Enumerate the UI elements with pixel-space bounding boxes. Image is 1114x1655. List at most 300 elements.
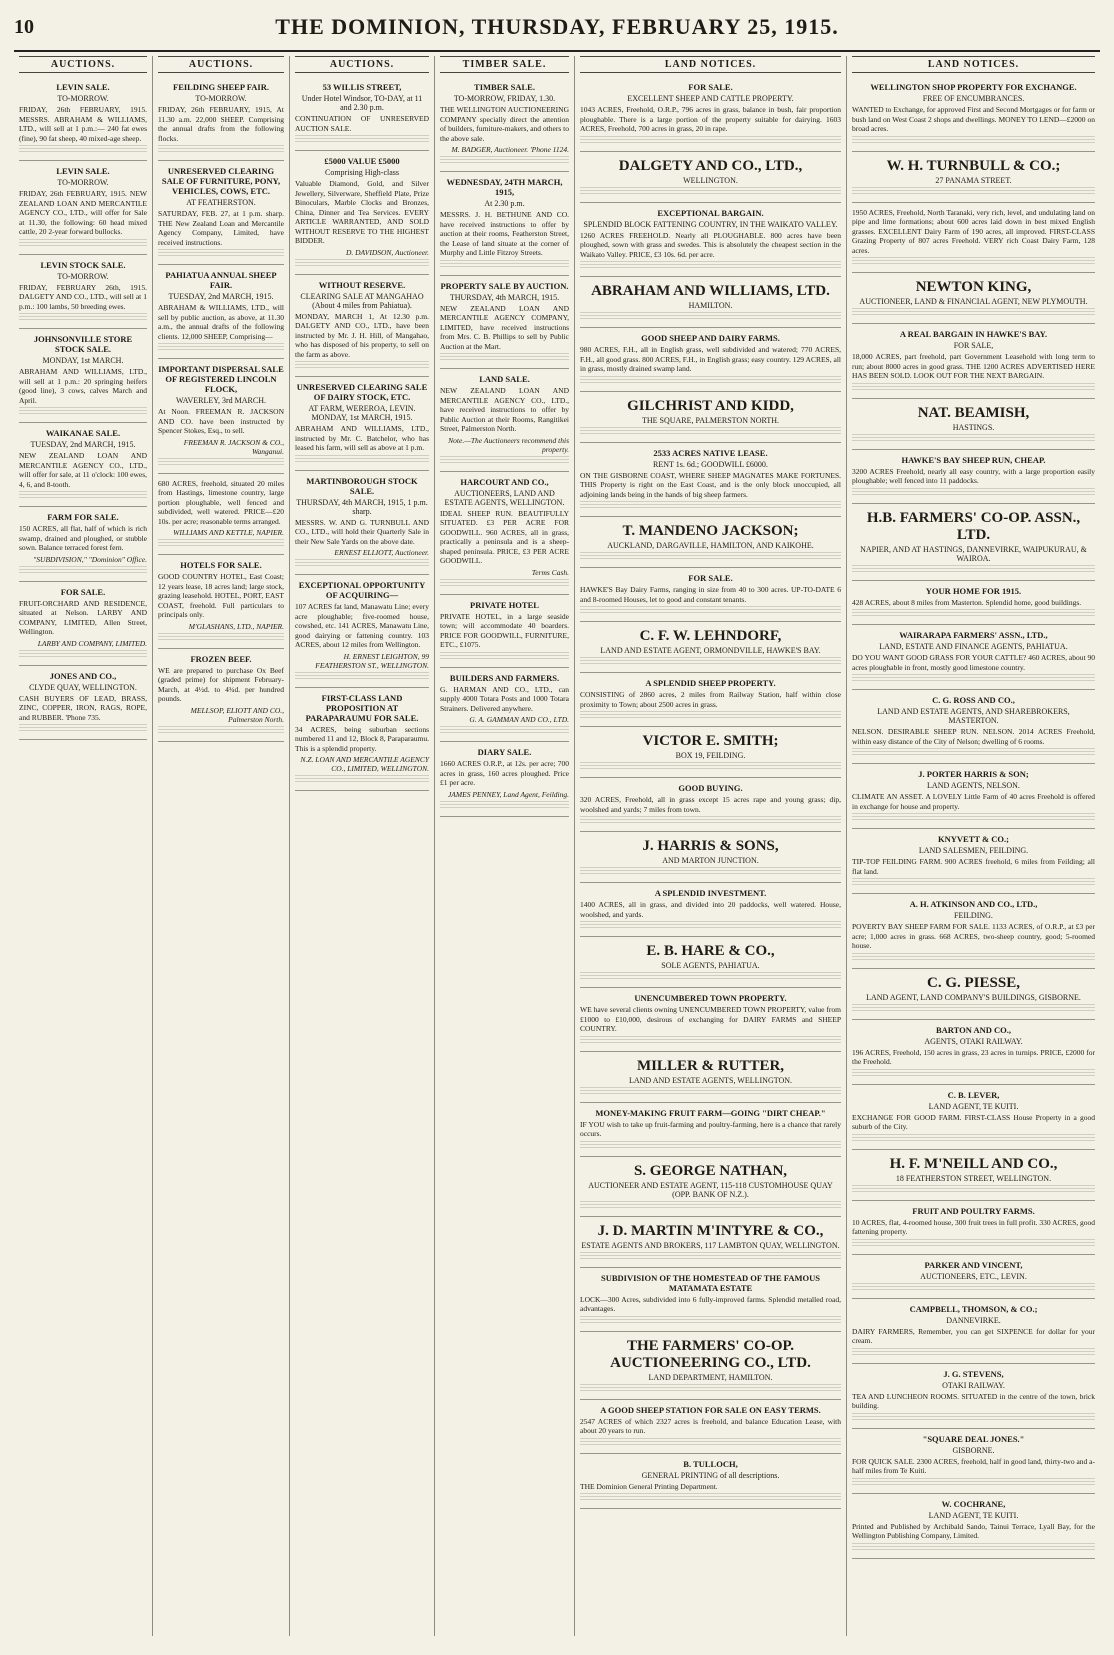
- ad-subtitle: THURSDAY, 4th MARCH, 1915, 1 p.m. sharp.: [296, 497, 428, 516]
- ad-subtitle: FREE OF ENCUMBRANCES.: [922, 94, 1025, 103]
- advertisement: [158, 474, 284, 556]
- small-print-lines: [580, 606, 841, 615]
- advertisement: [580, 203, 841, 278]
- ad-title: CAMPBELL, THOMSON, & CO.;: [909, 1303, 1038, 1314]
- column-3: [290, 56, 435, 1636]
- advertisement: [580, 883, 841, 937]
- ad-signature: LARBY AND COMPANY, LIMITED.: [37, 638, 147, 648]
- ad-title: PAHIATUA ANNUAL SHEEP FAIR.: [165, 270, 277, 290]
- ad-body-text: WE have several clients owning UNENCUMBERED TOWN PROPERTY, value from £1000 to £10,000, desirous of exchanging for DAIRY FARMS and SHEEP COUNTRY.: [580, 1005, 841, 1033]
- ad-body-text: 1260 ACRES FREEHOLD. Nearly all PLOUGHABLE. 800 acres have been ploughed, sown with grass and swedes. This is absolutely the cheapest section in the Waikato Valley. PRICE, £3 10s. 6d. per acre.: [580, 230, 841, 259]
- advertisement: [580, 988, 841, 1052]
- ad-title: A SPLENDID INVESTMENT.: [654, 888, 767, 898]
- advertisement: [295, 275, 429, 378]
- ad-body-text: DAIRY FARMERS, Remember, you can get SIXPENCE for dollar for your cream.: [852, 1326, 1095, 1345]
- advertisement: [440, 472, 569, 595]
- ad-title: C. F. W. LEHNDORF,: [639, 628, 782, 644]
- ad-subtitle: FOR SALE,: [953, 341, 994, 350]
- ad-subtitle: FEILDING.: [954, 911, 993, 920]
- ad-title: C. G. PIESSE,: [927, 974, 1020, 991]
- newspaper-page: [14, 10, 1100, 1640]
- ad-title: 2533 ACRES NATIVE LEASE.: [653, 447, 768, 458]
- advertisement: [440, 77, 569, 172]
- advertisement: [580, 152, 841, 203]
- ad-body-text: 196 ACRES, Freehold, 150 acres in grass, 23 acres in turnips. PRICE, £2000 for the Freehold.: [852, 1047, 1095, 1066]
- ad-body-text: 680 ACRES, freehold, situated 20 miles from Hastings, limestone country, large portion ploughable, well fenced and subdivided, well watered. PRICE—£20 10s. per acre; reasonable terms arranged.: [158, 478, 284, 526]
- ad-body-text: Valuable Diamond, Gold, and Silver Jewellery, Silverware, Sheffield Plate, Prize Binoculars, Marble Clocks and Bronzes, China, Dinner and Tea Services. EVERY ARTICLE WARRANTED, AND SOLD WITHOUT RESERVE TO THE HIGHEST BIDDER.: [295, 179, 429, 245]
- small-print-lines: [580, 972, 841, 981]
- ad-body-text: 1950 ACRES, Freehold, North Taranaki, very rich, level, and undulating land on pipe and lime formations; about 600 acres laid down in best mixed English grasses. EXCELLENT Dairy Farm of 190 acres, all improved. FIRST-CLASS Grazing Property of 807 acres Freehold. VERY rich Coast Dairy Farm, 128 acres.: [852, 207, 1095, 255]
- ad-title: "SQUARE DEAL JONES.": [922, 1433, 1025, 1444]
- advertisement: [852, 829, 1095, 894]
- ad-body-text: 3200 ACRES Freehold, nearly all easy country, with a large proportion easily ploughable; well fenced into 11 paddocks.: [852, 466, 1095, 485]
- ad-signature: ERNEST ELLIOTT, Auctioneer.: [334, 548, 429, 557]
- small-print-lines: [295, 259, 429, 268]
- ad-title: FIRST-CLASS LAND PROPOSITION AT PARAPARAUMU FOR SALE.: [305, 692, 419, 723]
- small-print-lines: [158, 539, 284, 548]
- ad-signature: D. DAVIDSON, Auctioneer.: [345, 247, 429, 257]
- ad-subtitle: SOLE AGENTS, PAHIATUA.: [661, 961, 760, 970]
- small-print-lines: [19, 724, 147, 733]
- ad-title: H.B. FARMERS' CO-OP. ASSN., LTD.: [866, 509, 1081, 543]
- ad-title: SUBDIVISION OF THE HOMESTEAD OF THE FAMOUS MATAMATA ESTATE: [601, 1272, 820, 1293]
- small-print-lines: [580, 261, 841, 270]
- small-print-lines: [19, 650, 147, 659]
- ad-signature: JAMES PENNEY, Land Agent, Feilding.: [447, 789, 569, 799]
- ad-body-text: NEW ZEALAND LOAN AND MERCANTILE AGENCY CO., LTD., will offer for sale, at 11 o'clock: 100 ewes, 4, 6, and 8-tooth.: [19, 451, 147, 489]
- ad-subtitle: LAND AND ESTATE AGENTS, AND SHAREBROKERS, MASTERTON.: [877, 707, 1070, 725]
- ad-body-text: FRIDAY, 26th FEBRUARY, 1915, At 11.30 a.m. 22,000 SHEEP. Comprising the annual drafts from the following flocks.: [158, 105, 284, 143]
- small-print-lines: [295, 672, 429, 681]
- ad-subtitle: BOX 19, FEILDING.: [675, 751, 746, 760]
- small-print-lines: [580, 1384, 841, 1393]
- small-print-lines: [852, 1283, 1095, 1292]
- column-heading: AUCTIONS.: [295, 56, 429, 73]
- ad-body-text: 320 ACRES, Freehold, all in grass except 15 acres rape and young grass; dip, woolshed and yards; 7 miles from town.: [580, 795, 841, 814]
- ad-body-text: 2547 ACRES of which 2327 acres is freehold, and balance Education Lease, with about 20 years to run.: [580, 1416, 841, 1435]
- ad-title: A REAL BARGAIN IN HAWKE'S BAY.: [899, 329, 1048, 339]
- ad-title: S. GEORGE NATHAN,: [633, 1162, 788, 1179]
- ad-subtitle: CLEARING SALE AT MANGAHAO (About 4 miles from Pahiatua).: [300, 291, 424, 310]
- small-print-lines: [158, 343, 284, 352]
- advertisement: [440, 742, 569, 817]
- column-4: [435, 56, 575, 1636]
- ad-title: DALGETY AND CO., LTD.,: [618, 157, 803, 174]
- small-print-lines: [580, 1087, 841, 1096]
- small-print-lines: [852, 609, 1095, 618]
- ad-subtitle: TO-MORROW, FRIDAY, 1.30.: [453, 94, 556, 103]
- small-print-lines: [852, 136, 1095, 145]
- advertisement: [852, 1201, 1095, 1255]
- small-print-lines: [295, 775, 429, 784]
- small-print-lines: [19, 239, 147, 248]
- advertisement: [580, 1454, 841, 1510]
- small-print-lines: [852, 1185, 1095, 1194]
- ad-body-text: 428 ACRES, about 8 miles from Masterton. Splendid home, good buildings.: [852, 597, 1082, 607]
- small-print-lines: [852, 257, 1095, 266]
- ad-body-text: SATURDAY, FEB. 27, at 1 p.m. sharp. THE New Zealand Loan and Mercantile Agency Company, Limited, have received instructions.: [158, 209, 284, 247]
- ad-title: PRIVATE HOTEL: [470, 599, 539, 610]
- ad-title: PROPERTY SALE BY AUCTION.: [440, 280, 569, 291]
- ad-title: EXCEPTIONAL BARGAIN.: [657, 207, 764, 218]
- ad-title: WEDNESDAY, 24TH MARCH, 1915,: [446, 177, 563, 197]
- small-print-lines: [19, 491, 147, 500]
- ad-body-text: ABRAHAM AND WILLIAMS, LTD., will sell at 1 p.m.: 20 springing heifers (good line), 3 cows, calves March and April.: [19, 367, 147, 405]
- small-print-lines: [580, 921, 841, 930]
- small-print-lines: [19, 313, 147, 322]
- ad-body-text: MESSRS. J. H. BETHUNE AND CO. have received instructions to offer by auction at their rooms, Featherston Street, the Lease of land situate at the corner of Murphy and Little Fitzroy Streets.: [440, 210, 569, 257]
- small-print-lines: [440, 156, 569, 165]
- advertisement: [158, 555, 284, 649]
- ad-body-text: FRIDAY, 26th FEBRUARY, 1915. MESSRS. ABRAHAM & WILLIAMS, LTD., will sell at 1 p.m.:— 240 fat ewes (fine), 90 fat sheep, 40 mixed-age sheep.: [19, 105, 147, 143]
- small-print-lines: [158, 726, 284, 735]
- ad-subtitle: TO-MORROW.: [57, 94, 109, 103]
- ad-title: FEILDING SHEEP FAIR.: [173, 82, 269, 92]
- advertisement: [440, 276, 569, 370]
- small-print-lines: [580, 711, 841, 720]
- advertisement: [295, 151, 429, 275]
- ad-title: FRUIT AND POULTRY FARMS.: [912, 1205, 1035, 1216]
- small-print-lines: [580, 1252, 841, 1261]
- ad-title: ABRAHAM AND WILLIAMS, LTD.: [591, 283, 830, 299]
- ad-title: T. MANDENO JACKSON;: [622, 523, 799, 539]
- small-print-lines: [852, 748, 1095, 757]
- advertisement: [852, 764, 1095, 829]
- small-print-lines: [852, 1478, 1095, 1487]
- ad-subtitle: LAND AGENTS, NELSON.: [927, 781, 1020, 790]
- small-print-lines: [852, 1543, 1095, 1552]
- ad-body-text: ON THE GISBORNE COAST, WHERE SHEEP MAGNATES MAKE FORTUNES. THIS Property is right on the East Coast, and is the only block unoccupied, all adjoining lands being in the hands of big sheep farmers.: [580, 470, 841, 499]
- advertisement: [580, 443, 841, 518]
- small-print-lines: [852, 1413, 1095, 1422]
- advertisement: [852, 969, 1095, 1020]
- ad-subtitle: 27 PANAMA STREET.: [935, 175, 1012, 185]
- ad-title: LAND SALE.: [479, 374, 530, 384]
- advertisement: [852, 690, 1095, 764]
- ad-body-text: CONSISTING of 2860 acres, 2 miles from Railway Station, half within close proximity to Town; about 2500 acres in grass.: [580, 690, 841, 709]
- ad-subtitle: MONDAY, 1st MARCH.: [42, 356, 124, 365]
- ad-subtitle: TO-MORROW.: [195, 94, 247, 103]
- advertisement: [580, 517, 841, 568]
- advertisement: [19, 423, 147, 507]
- ad-body-text: 1400 ACRES, all in grass, and divided into 20 paddocks, well watered. House, woolshed, and yards.: [580, 900, 841, 919]
- ad-body-text: 150 ACRES, all flat, half of which is rich swamp, drained and ploughed, or stubble sown. Balance terraced forest fern.: [19, 524, 147, 552]
- ad-body-text: G. HARMAN AND CO., LTD., can supply 4000 Totara Posts and 1000 Totara Strainers. Delivered anywhere.: [440, 684, 569, 713]
- small-print-lines: [852, 565, 1095, 574]
- advertisement: [852, 1429, 1095, 1494]
- small-print-lines: [852, 308, 1095, 317]
- ad-subtitle: At 2.30 p.m.: [484, 199, 525, 208]
- advertisement: [580, 673, 841, 727]
- advertisement: [852, 273, 1095, 324]
- advertisement: [19, 666, 147, 741]
- advertisement: [852, 1494, 1095, 1559]
- ad-body-text: 10 ACRES, flat, 4-roomed house, 300 fruit trees in full profit. 330 ACRES, good fattening property.: [852, 1217, 1095, 1236]
- small-print-lines: [158, 249, 284, 258]
- small-print-lines: [580, 187, 841, 196]
- small-print-lines: [158, 458, 284, 467]
- ad-body-text: LOCK—300 Acres, subdivided into 6 fully-improved farms. Splendid metalled road, advantages.: [580, 1294, 841, 1313]
- advertisement: [580, 1157, 841, 1217]
- ad-title: JOHNSONVILLE STORE STOCK SALE.: [33, 334, 133, 354]
- small-print-lines: [580, 1316, 841, 1325]
- advertisement: [580, 1103, 841, 1157]
- ad-title: UNRESERVED CLEARING SALE OF FURNITURE, PONY, VEHICLES, COWS, ETC.: [161, 166, 281, 196]
- column-2: [153, 56, 290, 1636]
- advertisement: [580, 1400, 841, 1454]
- ad-title: JONES AND CO.,: [49, 670, 117, 681]
- ad-title: UNRESERVED CLEARING SALE OF DAIRY STOCK, ETC.: [296, 382, 428, 402]
- ad-body-text: 980 ACRES, F.H., all in English grass, well subdivided and watered; 770 ACRES, F.H., all good grass. 800 ACRES, F.H., in English grass; easy country. 129 ACRES, all in grass, mostly drained swamp land.: [580, 345, 841, 373]
- ad-title: A GOOD SHEEP STATION FOR SALE ON EASY TERMS.: [600, 1404, 821, 1415]
- ad-title: C. B. LEVER,: [947, 1089, 1000, 1100]
- advertisement: [852, 1150, 1095, 1201]
- small-print-lines: [19, 566, 147, 575]
- advertisement: [295, 575, 429, 688]
- small-print-lines: [295, 455, 429, 464]
- small-print-lines: [440, 726, 569, 735]
- ad-body-text: GOOD COUNTRY HOTEL, East Coast; 12 years lease, 18 acres land; large stock, grazing leasehold. HOTEL, PORT, EAST COAST, freehold. Full particulars to principals only.: [158, 572, 284, 619]
- advertisement: [440, 595, 569, 668]
- ad-title: FARM FOR SALE.: [47, 512, 119, 522]
- ad-title: UNENCUMBERED TOWN PROPERTY.: [634, 993, 787, 1003]
- ad-title: A SPLENDID SHEEP PROPERTY.: [645, 678, 776, 688]
- small-print-lines: [440, 652, 569, 661]
- ad-subtitle: HASTINGS.: [952, 422, 995, 432]
- advertisement: [158, 77, 284, 161]
- ad-subtitle: WAVERLEY, 3rd MARCH.: [176, 396, 266, 405]
- ad-body-text: FRUIT-ORCHARD AND RESIDENCE, situated at Nelson. LARBY AND COMPANY, LIMITED, Allen Street, Wellington.: [19, 598, 147, 636]
- ad-subtitle: TO-MORROW.: [57, 271, 109, 281]
- small-print-lines: [580, 136, 841, 145]
- ad-body-text: FOR QUICK SALE. 2300 ACRES, freehold, half in good land, thirty-two and a-half miles from Te Kuiti.: [852, 1456, 1095, 1475]
- small-print-lines: [852, 1069, 1095, 1078]
- ad-title: FOR SALE.: [688, 82, 733, 92]
- ad-title: J. D. MARTIN M'INTYRE & CO.,: [597, 1222, 824, 1239]
- ad-body-text: At Noon. FREEMAN R. JACKSON AND CO. have been instructed by Spencer Stokes, Esq., to sell.: [158, 407, 284, 435]
- small-print-lines: [580, 1036, 841, 1045]
- advertisement: [19, 582, 147, 666]
- ad-title: BUILDERS AND FARMERS.: [449, 672, 560, 683]
- ad-subtitle: NAPIER, AND AT HASTINGS, DANNEVIRKE, WAIPUKURAU, & WAIROA.: [860, 544, 1087, 563]
- ad-subtitle: SPLENDID BLOCK FATTENING COUNTRY, IN THE WAIKATO VALLEY.: [583, 219, 838, 229]
- ad-title: A. H. ATKINSON AND CO., LTD.,: [909, 899, 1038, 909]
- ad-body-text: CONTINUATION OF UNRESERVED AUCTION SALE.: [295, 114, 429, 133]
- small-print-lines: [580, 657, 841, 666]
- small-print-lines: [852, 383, 1095, 392]
- small-print-lines: [440, 579, 569, 588]
- ad-subtitle: TUESDAY, 2nd MARCH, 1915.: [168, 292, 274, 301]
- ad-title: J. HARRIS & SONS,: [642, 838, 779, 854]
- small-print-lines: [580, 427, 841, 436]
- ad-title: BARTON AND CO.,: [935, 1024, 1012, 1035]
- ad-body-text: MESSRS. W. AND G. TURNBULL AND CO., LTD., will hold their Quarterly Sale in their New Sale Yards on the above date.: [295, 517, 429, 546]
- ad-subtitle: RENT 1s. 6d.; GOODWILL £6000.: [653, 459, 768, 469]
- column-6: [847, 56, 1100, 1636]
- advertisement: [440, 172, 569, 276]
- ad-signature: Note.—The Auctioneers recommend this property.: [448, 435, 569, 454]
- ad-subtitle: WELLINGTON.: [683, 175, 738, 185]
- advertisement: [852, 894, 1095, 969]
- newspaper-title: THE DOMINION, THURSDAY, FEBRUARY 25, 1915.: [275, 14, 839, 39]
- advertisement: [580, 1332, 841, 1400]
- small-print-lines: [440, 456, 569, 465]
- ad-subtitle: HAMILTON.: [688, 301, 733, 310]
- small-print-lines: [580, 312, 841, 321]
- advertisement: [295, 688, 429, 792]
- ad-subtitle: AT FEATHERSTON.: [186, 198, 256, 207]
- small-print-lines: [580, 376, 841, 385]
- ad-signature: N.Z. LOAN AND MERCANTILE AGENCY CO., LIMITED, WELLINGTON.: [300, 755, 429, 773]
- ad-subtitle: DANNEVIRKE.: [946, 1315, 1001, 1325]
- ad-subtitle: LAND, ESTATE AND FINANCE AGENTS, PAHIATUA.: [879, 642, 1068, 651]
- page-number: 10: [14, 16, 34, 38]
- small-print-lines: [580, 552, 841, 561]
- ad-subtitle: LAND AGENT, TE KUITI.: [928, 1510, 1019, 1520]
- masthead: [14, 10, 1100, 52]
- small-print-lines: [158, 145, 284, 154]
- ad-title: PARKER AND VINCENT,: [924, 1259, 1023, 1270]
- ad-body-text: THE WELLINGTON AUCTIONEERING COMPANY specially direct the attention of builders, furniture-makers, and others to the above sale.: [440, 105, 569, 143]
- ad-signature: M'GLASHANS, LTD., NAPIER.: [188, 621, 284, 631]
- small-print-lines: [852, 1239, 1095, 1248]
- ad-title: J. PORTER HARRIS & SON;: [918, 769, 1029, 779]
- advertisement: [852, 77, 1095, 152]
- ad-title: WAIKANAE SALE.: [45, 428, 121, 438]
- ad-subtitle: GENERAL PRINTING of all descriptions.: [641, 1470, 780, 1480]
- ad-subtitle: AUCKLAND, DARGAVILLE, HAMILTON, AND KAIKOHE.: [607, 541, 814, 550]
- column-1: [14, 56, 153, 1636]
- ad-subtitle: LAND DEPARTMENT, HAMILTON.: [648, 1372, 773, 1382]
- advertisement: [852, 1085, 1095, 1150]
- advertisement: [580, 727, 841, 778]
- ad-subtitle: THURSDAY, 4th MARCH, 1915.: [449, 292, 560, 302]
- ad-title: FOR SALE.: [688, 573, 733, 583]
- advertisement: [158, 265, 284, 359]
- advertisement: [19, 255, 147, 330]
- ad-subtitle: TUESDAY, 2nd MARCH, 1915.: [30, 440, 136, 449]
- advertisement: [19, 329, 147, 423]
- column-heading: LAND NOTICES.: [852, 56, 1095, 73]
- ad-signature: G. A. GAMMAN AND CO., LTD.: [469, 715, 569, 724]
- ad-subtitle: GISBORNE.: [952, 1445, 995, 1455]
- ad-subtitle: LAND AGENT, LAND COMPANY'S BUILDINGS, GISBORNE.: [866, 992, 1081, 1002]
- ad-title: VICTOR E. SMITH;: [642, 733, 779, 749]
- small-print-lines: [580, 1201, 841, 1210]
- ad-title: W. COCHRANE,: [941, 1498, 1006, 1509]
- advertisement: [580, 1268, 841, 1332]
- ad-body-text: 1660 ACRES O.R.P., at 12s. per acre; 700 acres in grass, 160 acres ploughed. Price £1 per acre.: [440, 759, 569, 787]
- ad-subtitle: OTAKI RAILWAY.: [942, 1380, 1005, 1390]
- small-print-lines: [580, 762, 841, 771]
- small-print-lines: [440, 353, 569, 362]
- ad-body-text: DO YOU WANT GOOD GRASS FOR YOUR CATTLE? 460 ACRES, about 90 acres ploughable in front, mostly good limestone country.: [852, 653, 1095, 672]
- ad-title: MARTINBOROUGH STOCK SALE.: [306, 475, 418, 496]
- ad-body-text: PRIVATE HOTEL, in a large seaside town; will accommodate 40 boarders. PRICE FOR GOODWILL, FURNITURE, ETC., £1075.: [440, 611, 569, 649]
- ad-title: GOOD SHEEP AND DAIRY FARMS.: [641, 333, 780, 343]
- small-print-lines: [852, 1004, 1095, 1013]
- ad-body-text: EXCHANGE FOR GOOD FARM. FIRST-CLASS House Property in a good suburb of the City.: [852, 1112, 1095, 1131]
- ad-subtitle: LAND AND ESTATE AGENT, ORMONDVILLE, HAWKE'S BAY.: [600, 646, 821, 655]
- small-print-lines: [295, 361, 429, 370]
- ad-body-text: TIP-TOP FEILDING FARM. 900 ACRES freehold, 6 miles from Feilding; all flat land.: [852, 857, 1095, 876]
- ad-title: HARCOURT AND CO.,: [460, 476, 549, 487]
- ad-body-text: CASH BUYERS OF LEAD, BRASS, ZINC, COPPER, IRON, RAGS, ROPE, and RUBBER. 'Phone 735.: [19, 693, 147, 722]
- advertisement: [295, 377, 429, 471]
- advertisement: [440, 668, 569, 743]
- advertisement: [158, 359, 284, 474]
- ad-signature: MELLSOP, ELIOTT AND CO., Palmerston North.: [190, 705, 284, 724]
- advertisement: [852, 625, 1095, 690]
- ad-title: LEVIN STOCK SALE.: [40, 259, 126, 270]
- small-print-lines: [852, 488, 1095, 497]
- ad-subtitle: LAND AND ESTATE AGENTS, WELLINGTON.: [628, 1075, 793, 1085]
- advertisement: [852, 152, 1095, 203]
- ad-signature: H. ERNEST LEIGHTON, 99 FEATHERSTON ST., WELLINGTON.: [315, 651, 429, 670]
- ad-signature: Terms Cash.: [531, 567, 569, 577]
- advertisement: [158, 161, 284, 265]
- advertisement: [580, 392, 841, 443]
- column-heading: AUCTIONS.: [158, 56, 284, 73]
- ad-title: NEWTON KING,: [915, 279, 1032, 295]
- ad-title: LEVIN SALE.: [56, 166, 110, 176]
- ad-body-text: HAWKE'S Bay Dairy Farms, ranging in size from 40 to 300 acres. UP-TO-DATE 6 and 8-roomed Houses, let to good and constant tenants.: [580, 585, 841, 604]
- small-print-lines: [440, 260, 569, 269]
- ad-body-text: ABRAHAM & WILLIAMS, LTD., will sell by public auction, as above, at 11.30 a.m., the annual drafts of the following clients. 12,000 SHEEP, Comprising—: [158, 303, 284, 341]
- small-print-lines: [852, 813, 1095, 822]
- ad-title: KNYVETT & CO.;: [938, 834, 1009, 844]
- advertisement: [158, 649, 284, 742]
- column-heading: LAND NOTICES.: [580, 56, 841, 73]
- ad-title: WELLINGTON SHOP PROPERTY FOR EXCHANGE.: [870, 82, 1077, 92]
- ad-body-text: MONDAY, MARCH 1, At 12.30 p.m. DALGETY AND CO., LTD., have been instructed by Mr. J. H. Hill, of Mangahao, who has disposed of his property, to sell on the farm as above.: [295, 311, 429, 359]
- ad-title: 53 WILLIS STREET,: [322, 82, 402, 92]
- ad-title: HAWKE'S BAY SHEEP RUN, CHEAP.: [901, 454, 1046, 465]
- small-print-lines: [580, 816, 841, 825]
- ad-subtitle: AGENTS, OTAKI RAILWAY.: [924, 1036, 1023, 1046]
- ad-title: J. G. STEVENS,: [943, 1368, 1004, 1379]
- small-print-lines: [295, 135, 429, 144]
- ad-signature: "SUBDIVISION," "Dominion" Office.: [33, 554, 147, 564]
- ad-title: FROZEN BEEF.: [190, 653, 252, 664]
- small-print-lines: [440, 801, 569, 810]
- ad-subtitle: TO-MORROW.: [57, 178, 109, 187]
- ad-title: E. B. HARE & CO.,: [646, 943, 775, 959]
- ad-title: LEVIN SALE.: [56, 82, 110, 92]
- ad-body-text: TEA AND LUNCHEON ROOMS. SITUATED in the centre of the town, brick building.: [852, 1391, 1095, 1410]
- advertisement: [852, 1255, 1095, 1299]
- ad-signature: M. BADGER, Auctioneer. 'Phone 1124.: [451, 145, 569, 154]
- advertisement: [440, 369, 569, 472]
- advertisement: [295, 77, 429, 151]
- advertisement: [580, 568, 841, 622]
- advertisement: [852, 324, 1095, 399]
- ad-body-text: ABRAHAM AND WILLIAMS, LTD., instructed by Mr. C. Batchelor, who has leased his farm, will sell as above at 1 p.m.: [295, 424, 429, 452]
- ad-subtitle: 18 FEATHERSTON STREET, WELLINGTON.: [895, 1173, 1052, 1183]
- small-print-lines: [19, 407, 147, 416]
- ad-subtitle: Under Hotel Windsor, TO-DAY, at 11 and 2.30 p.m.: [301, 94, 423, 112]
- ad-title: C. G. ROSS AND CO.,: [932, 695, 1015, 705]
- ad-title: W. H. TURNBULL & CO.;: [886, 157, 1061, 174]
- advertisement: [580, 77, 841, 152]
- ad-title: THE FARMERS' CO-OP. AUCTIONEERING CO., LTD.: [610, 1337, 811, 1371]
- ad-body-text: 18,000 ACRES, part freehold, part Government Leasehold with long term to run; about 8000 acres in good grass. THE 1200 ACRES ADVERTISED HERE HAS BEEN SOLD. LOOK OUT FOR THE NEXT BARGAIN.: [852, 352, 1095, 380]
- ad-title: MILLER & RUTTER,: [636, 1057, 785, 1074]
- ad-title: YOUR HOME FOR 1915.: [925, 585, 1022, 596]
- small-print-lines: [852, 953, 1095, 962]
- ad-signature: FREEMAN R. JACKSON & CO., Wanganui.: [183, 437, 284, 456]
- ad-body-text: WE are prepared to purchase Ox Beef (graded prime) for shipment February-March, at 4½d. to 4¾d. per hundred pounds.: [158, 665, 284, 703]
